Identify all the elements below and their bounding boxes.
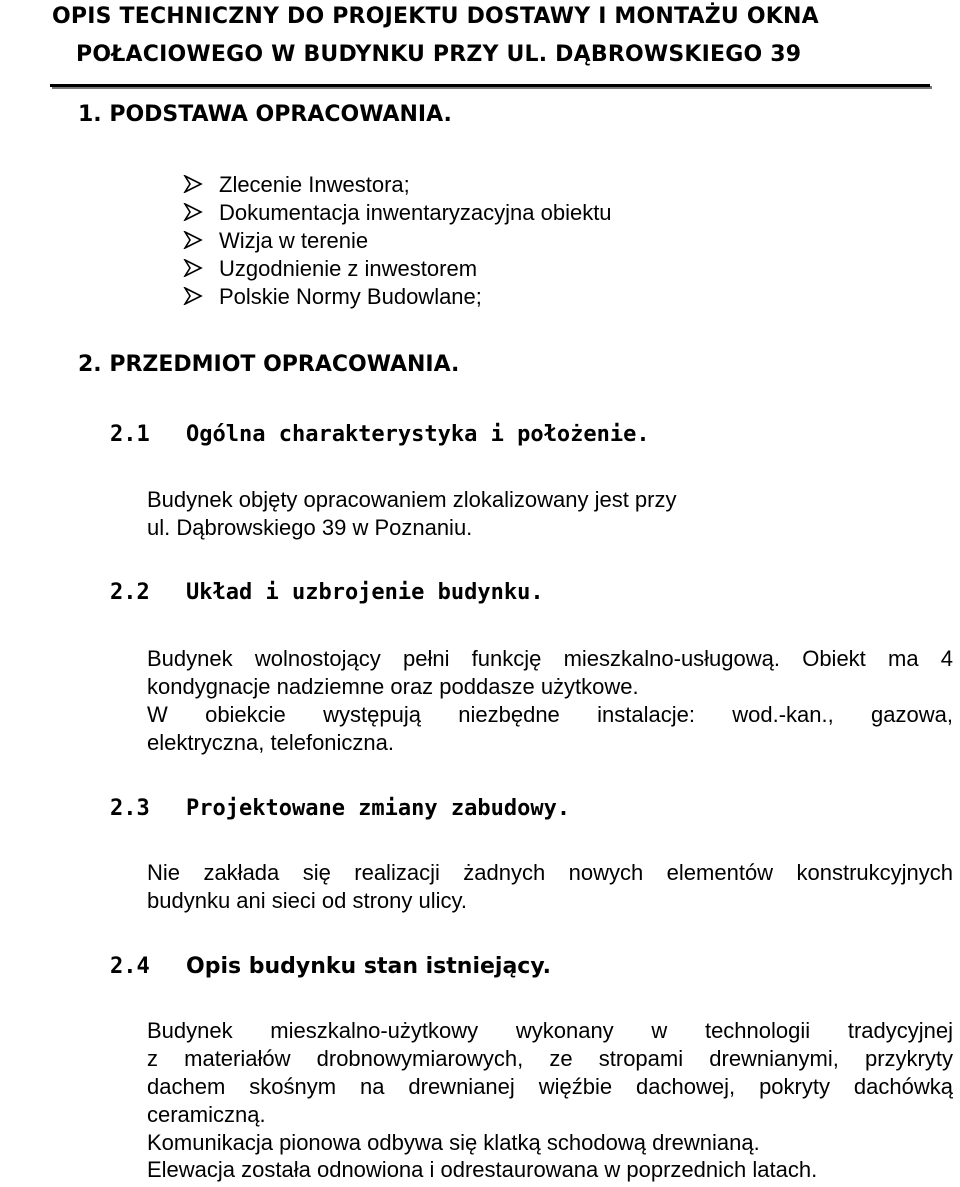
paragraph-line: Budynek wolnostojący pełni funkcję mieszkalno-usługową. Obiekt ma 4	[147, 646, 953, 671]
document-title-line-2: POŁACIOWEGO W BUDYNKU PRZY UL. DĄBROWSKIEGO 39	[76, 42, 802, 67]
subsection-title: Układ i uzbrojenie budynku.	[186, 580, 544, 605]
bullet-text: Zlecenie Inwestora;	[219, 172, 410, 197]
bullet-item	[183, 200, 612, 227]
paragraph-line: ul. Dąbrowskiego 39 w Poznaniu.	[147, 515, 473, 540]
paragraph-line: elektryczna, telefoniczna.	[147, 730, 395, 755]
paragraph-line: W obiekcie występują niezbędne instalacje: wod.-kan., gazowa,	[147, 702, 953, 727]
arrowhead-bullet-icon	[183, 257, 219, 283]
arrowhead-bullet-icon	[183, 229, 219, 255]
subsection-title: Ogólna charakterystyka i położenie.	[186, 422, 650, 447]
subsection-title: Opis budynku stan istniejący.	[186, 954, 552, 979]
paragraph-line: ceramiczną.	[147, 1102, 266, 1127]
title-underline-rule	[50, 84, 930, 87]
paragraph-line: kondygnacje nadziemne oraz poddasze użytkowe.	[147, 674, 639, 699]
bullet-item	[183, 284, 482, 311]
paragraph-line: Nie zakłada się realizacji żadnych nowych elementów konstrukcyjnych	[147, 860, 953, 885]
arrowhead-bullet-icon	[183, 201, 219, 227]
paragraph-line: dachem skośnym na drewnianej więźbie dachowej, pokryty dachówką	[147, 1074, 953, 1099]
bullet-text: Dokumentacja inwentaryzacyjna obiektu	[219, 200, 612, 225]
subsection-title: Projektowane zmiany zabudowy.	[186, 796, 571, 821]
subsection-number: 2.4	[110, 954, 150, 979]
paragraph-line: Budynek objęty opracowaniem zlokalizowany jest przy	[147, 487, 677, 512]
section-1-heading: 1. PODSTAWA OPRACOWANIA.	[78, 102, 452, 127]
arrowhead-bullet-icon	[183, 285, 219, 311]
section-2-heading: 2. PRZEDMIOT OPRACOWANIA.	[78, 352, 460, 377]
paragraph-line: budynku ani sieci od strony ulicy.	[147, 888, 467, 913]
bullet-item	[183, 172, 410, 199]
bullet-item	[183, 256, 477, 283]
document-title-line-1: OPIS TECHNICZNY DO PROJEKTU DOSTAWY I MONTAŻU OKNA	[52, 4, 819, 29]
subsection-number: 2.1	[110, 422, 150, 447]
paragraph-line: Elewacja została odnowiona i odrestaurowana w poprzednich latach.	[147, 1157, 818, 1182]
paragraph-line: z materiałów drobnowymiarowych, ze stropami drewnianymi, przykryty	[147, 1046, 953, 1071]
subsection-number: 2.3	[110, 796, 150, 821]
subsection-number: 2.2	[110, 580, 150, 605]
bullet-item	[183, 228, 368, 255]
arrowhead-bullet-icon	[183, 173, 219, 199]
bullet-text: Uzgodnienie z inwestorem	[219, 256, 478, 281]
bullet-text: Polskie Normy Budowlane;	[219, 284, 482, 309]
paragraph-line: Budynek mieszkalno-użytkowy wykonany w technologii tradycyjnej	[147, 1018, 953, 1043]
paragraph-line: Komunikacja pionowa odbywa się klatką schodową drewnianą.	[147, 1130, 760, 1155]
bullet-text: Wizja w terenie	[219, 228, 369, 253]
